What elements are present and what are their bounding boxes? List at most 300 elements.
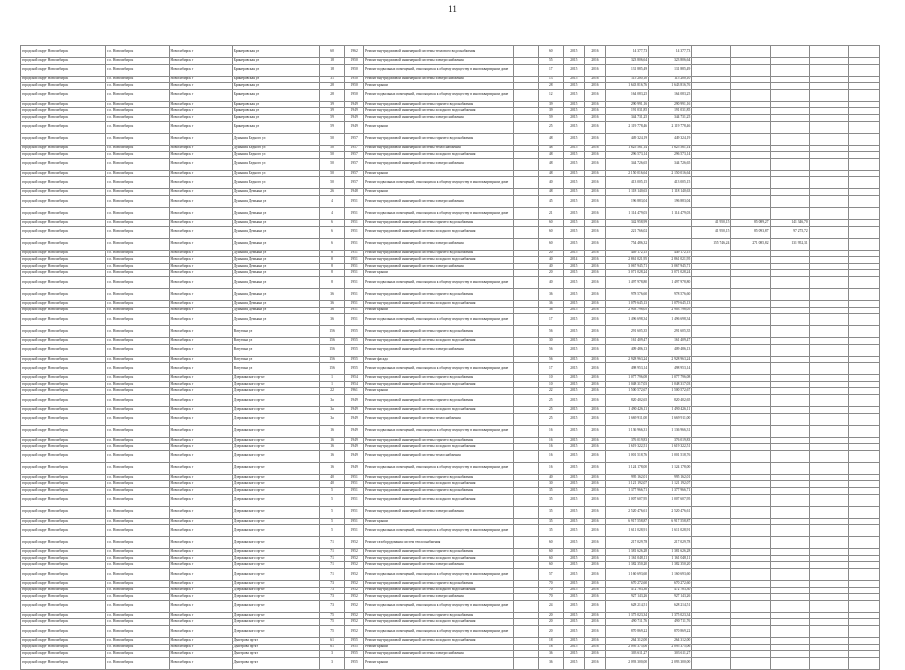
cell-mun: городской округ Новосибирск [21,133,106,145]
cell-city: г.о. Новосибирск [106,300,169,307]
cell-f3 [770,133,809,145]
cell-f4 [809,537,848,549]
cell-house: 28 [320,89,345,101]
cell-mun: городской округ Новосибирск [21,64,106,76]
cell-f1 [692,413,731,425]
cell-start: 2014 [563,257,584,264]
cell-street: Ватутина ул [232,344,319,356]
cell-end: 2016 [584,381,605,388]
cell-f1 [692,506,731,518]
cell-work: Ремонт внутридомовой инженерной системы холодного водоснабжения [364,555,514,562]
cell-f5 [848,121,879,133]
cell-f2 [731,506,770,518]
cell-n: 40 [538,257,563,264]
cell-city: г.о. Новосибирск [106,481,169,488]
cell-mun: городской округ Новосибирск [21,338,106,345]
cell-cost: 670 272,60 [605,581,648,588]
cell-cost2: 161 409,47 [649,338,692,345]
cell-city: г.о. Новосибирск [106,344,169,356]
cell-f2 [731,555,770,562]
cell-n: 35 [538,525,563,537]
cell-house: 36 [320,300,345,307]
cell-end: 2016 [584,170,605,177]
cell-f2 [731,474,770,481]
cell-end: 2016 [584,657,605,669]
cell-f5 [848,307,879,314]
cell-empty [513,562,538,569]
cell-start: 2015 [563,363,584,375]
cell-mun: городской округ Новосибирск [21,314,106,326]
cell-cost: 1 007 607,95 [605,494,648,506]
cell-end: 2016 [584,525,605,537]
cell-house: 16 [320,450,345,462]
cell-f1 [692,594,731,601]
cell-n: 16 [538,425,563,437]
cell-street: Дзержинского пр-кт [232,444,319,451]
cell-f3 [770,375,809,382]
cell-house: 50 [320,170,345,177]
cell-f5 [848,549,879,556]
cell-year: 1949 [345,407,364,414]
cell-f3 [770,625,809,637]
cell-end: 2016 [584,637,605,644]
table-row [21,177,880,189]
cell-street: Дуньшия Демьяна ул [232,288,319,300]
cell-mun: городской округ Новосибирск [21,83,106,90]
cell-f3 [770,518,809,525]
cell-city2: Новосибирск г [169,587,232,594]
cell-n: 12 [538,89,563,101]
cell-end: 2016 [584,395,605,407]
cell-end: 2016 [584,644,605,651]
cell-mun: городской округ Новосибирск [21,152,106,159]
cell-work: Ремонт фасада [364,356,514,363]
cell-f3: 131 952,31 [770,238,809,250]
cell-street: Дуньшия Бедного ул [232,152,319,159]
cell-cost2: 2 095 375,06 [649,644,692,651]
cell-year: 1952 [345,555,364,562]
cell-end: 2016 [584,101,605,108]
cell-empty [513,637,538,644]
cell-empty [513,395,538,407]
cell-mun: городской округ Новосибирск [21,537,106,549]
cell-f1 [692,481,731,488]
cell-start: 2015 [563,158,584,170]
cell-work: Ремонт крыши [364,644,514,651]
cell-house: 156 [320,356,345,363]
cell-f2 [731,481,770,488]
cell-n: 16 [538,437,563,444]
table-row [21,300,880,307]
cell-f1 [692,145,731,152]
cell-f1 [692,425,731,437]
cell-cost2: 1 611 028,91 [649,525,692,537]
cell-f5 [848,219,879,226]
cell-year: 1949 [345,114,364,121]
cell-f1 [692,644,731,651]
cell-start: 2015 [563,238,584,250]
cell-f2 [731,189,770,196]
cell-n: 28 [538,83,563,90]
cell-f3 [770,46,809,58]
cell-mun: городской округ Новосибирск [21,238,106,250]
cell-start: 2015 [563,219,584,226]
cell-city2: Новосибирск г [169,555,232,562]
cell-work: Ремонт подвальных помещений, относящихся к общему имуществу в многоквартирном доме [364,425,514,437]
cell-f1 [692,177,731,189]
cell-f4 [809,121,848,133]
cell-f4 [809,549,848,556]
cell-house: 5 [320,494,345,506]
cell-city: г.о. Новосибирск [106,569,169,581]
cell-f5 [848,462,879,474]
cell-f2 [731,250,770,257]
cell-start: 2015 [563,326,584,338]
table-row [21,437,880,444]
cell-city2: Новосибирск г [169,300,232,307]
cell-f2 [731,133,770,145]
cell-year: 1951 [345,307,364,314]
cell-house: 39 [320,101,345,108]
cell-year: 1949 [345,450,364,462]
cell-city: г.о. Новосибирск [106,525,169,537]
cell-f1 [692,189,731,196]
cell-work: Ремонт подвальных помещений, относящихся к общему имуществу в многоквартирном доме [364,625,514,637]
cell-f3 [770,395,809,407]
cell-year: 1952 [345,625,364,637]
cell-f4 [809,381,848,388]
cell-street: Дзержинского пр-кт [232,437,319,444]
cell-start: 2015 [563,594,584,601]
cell-start: 2015 [563,587,584,594]
cell-house: 6 [320,219,345,226]
cell-n: 48 [538,152,563,159]
cell-n: 60 [538,46,563,58]
cell-f4 [809,226,848,238]
cell-f5 [848,444,879,451]
cell-work: Ремонт внутридомовой инженерной системы электроснабжения [364,562,514,569]
cell-mun: городской округ Новосибирск [21,58,106,65]
cell-empty [513,587,538,594]
cell-city2: Новосибирск г [169,494,232,506]
cell-cost2: 1 382 350,20 [649,562,692,569]
table-row [21,644,880,651]
cell-empty [513,506,538,518]
cell-mun: городской округ Новосибирск [21,619,106,626]
cell-work: Ремонт крыши [364,189,514,196]
cell-f5 [848,474,879,481]
cell-house: 36 [320,307,345,314]
cell-f1 [692,637,731,644]
cell-city2: Новосибирск г [169,219,232,226]
cell-f2 [731,270,770,277]
table-row [21,58,880,65]
cell-f4 [809,525,848,537]
cell-year: 1961 [345,388,364,395]
cell-start: 2015 [563,170,584,177]
cell-start: 2015 [563,619,584,626]
table-row [21,238,880,250]
cell-cost: 1 381 626,28 [605,549,648,556]
cell-f2 [731,637,770,644]
cell-house: 26 [320,189,345,196]
cell-f1 [692,525,731,537]
cell-f4 [809,363,848,375]
cell-city2: Новосибирск г [169,413,232,425]
cell-f4 [809,288,848,300]
cell-f3 [770,288,809,300]
cell-end: 2016 [584,407,605,414]
cell-city2: Новосибирск г [169,101,232,108]
cell-mun: городской округ Новосибирск [21,581,106,588]
cell-year: 1948 [345,189,364,196]
cell-cost: 409 486,13 [605,344,648,356]
table-row [21,270,880,277]
cell-end: 2016 [584,569,605,581]
cell-empty [513,263,538,270]
cell-f4 [809,177,848,189]
cell-city: г.о. Новосибирск [106,257,169,264]
cell-cost2: 498 953,14 [649,363,692,375]
cell-f5 [848,64,879,76]
cell-f5 [848,83,879,90]
cell-f4 [809,506,848,518]
cell-start: 2015 [563,474,584,481]
table-row [21,388,880,395]
cell-empty [513,444,538,451]
cell-f3 [770,619,809,626]
cell-f1 [692,388,731,395]
cell-city: г.о. Новосибирск [106,288,169,300]
cell-year: 1949 [345,108,364,115]
cell-street: Дуньшия Демьяна ул [232,226,319,238]
cell-end: 2016 [584,494,605,506]
cell-f1 [692,537,731,549]
cell-work: Ремонт внутридомовой инженерной системы горячего водоснабжения [364,395,514,407]
cell-f3 [770,525,809,537]
cell-f1 [692,338,731,345]
cell-f4 [809,444,848,451]
cell-work: Ремонт подвальных помещений, относящихся к общему имуществу в многоквартирном доме [364,64,514,76]
cell-f5 [848,506,879,518]
cell-start: 2015 [563,177,584,189]
cell-end: 2016 [584,549,605,556]
table-row [21,619,880,626]
cell-f2 [731,413,770,425]
cell-cost2: 1 007 607,95 [649,494,692,506]
cell-house: 59 [320,121,345,133]
cell-f5 [848,76,879,83]
cell-cost2: 323 806,64 [649,58,692,65]
cell-f4 [809,307,848,314]
cell-cost2: 1 490 426,11 [649,407,692,414]
cell-start: 2015 [563,101,584,108]
cell-cost: 2 150 016,64 [605,170,648,177]
cell-year: 1951 [345,488,364,495]
cell-f2 [731,425,770,437]
table-row [21,395,880,407]
cell-empty [513,238,538,250]
cell-work: Ремонт внутридомовой инженерной системы горячего водоснабжения [364,375,514,382]
cell-year: 1951 [345,506,364,518]
cell-f3 [770,537,809,549]
cell-work: Ремонт подвальных помещений, относящихся к общему имуществу в многоквартирном доме [364,462,514,474]
cell-n: 25 [538,413,563,425]
cell-start: 2015 [563,314,584,326]
cell-f4 [809,356,848,363]
cell-street: Дзержинского пр-кт [232,555,319,562]
cell-start: 2015 [563,108,584,115]
cell-house: 8 [320,276,345,288]
table-row [21,581,880,588]
cell-start: 2015 [563,344,584,356]
cell-f2: 85 089,27 [731,219,770,226]
cell-f5 [848,250,879,257]
cell-cost2: 3 067 945,71 [649,263,692,270]
cell-n: 16 [538,444,563,451]
cell-end: 2016 [584,474,605,481]
cell-city: г.о. Новосибирск [106,518,169,525]
cell-house: 40 [320,474,345,481]
cell-city: г.о. Новосибирск [106,375,169,382]
cell-f5 [848,481,879,488]
cell-empty [513,226,538,238]
cell-work: Ремонт внутридомовой инженерной системы горячего водоснабжения [364,581,514,588]
cell-f5 [848,651,879,658]
cell-work: Ремонт внутридомовой инженерной системы холодного водоснабжения [364,300,514,307]
cell-start: 2015 [563,644,584,651]
cell-start: 2015 [563,207,584,219]
cell-n: 48 [538,158,563,170]
cell-year: 1952 [345,619,364,626]
cell-f3 [770,270,809,277]
cell-city2: Новосибирск г [169,525,232,537]
cell-start: 2015 [563,76,584,83]
cell-street: Дзержинского пр-кт [232,506,319,518]
cell-mun: городской округ Новосибирск [21,46,106,58]
cell-f4 [809,152,848,159]
cell-empty [513,314,538,326]
cell-n: 48 [538,145,563,152]
cell-cost: 2 928 963,24 [605,356,648,363]
cell-city: г.о. Новосибирск [106,108,169,115]
cell-f3 [770,314,809,326]
cell-f4 [809,300,848,307]
cell-empty [513,101,538,108]
cell-mun: городской округ Новосибирск [21,600,106,612]
cell-street: Дуньшия Бедного ул [232,177,319,189]
cell-f2 [731,207,770,219]
cell-start: 2015 [563,338,584,345]
cell-f4 [809,338,848,345]
cell-cost2: 164 083,25 [649,89,692,101]
cell-f4 [809,474,848,481]
cell-street: Дзержинского пр-кт [232,407,319,414]
cell-end: 2016 [584,425,605,437]
table-row [21,537,880,549]
cell-f4 [809,250,848,257]
cell-start: 2015 [563,625,584,637]
cell-empty [513,58,538,65]
cell-work: Ремонт внутридомовой инженерной системы холодного водоснабжения [364,226,514,238]
cell-work: Ремонт внутридомовой инженерной системы горячего водоснабжения [364,288,514,300]
cell-empty [513,549,538,556]
cell-city2: Новосибирск г [169,250,232,257]
cell-f4 [809,594,848,601]
cell-year: 1957 [345,158,364,170]
cell-f3 [770,437,809,444]
cell-city: г.о. Новосибирск [106,462,169,474]
cell-year: 1950 [345,64,364,76]
cell-city2: Новосибирск г [169,437,232,444]
cell-end: 2016 [584,363,605,375]
cell-mun: городской округ Новосибирск [21,207,106,219]
cell-f3 [770,83,809,90]
cell-empty [513,338,538,345]
cell-city2: Новосибирск г [169,381,232,388]
cell-end: 2016 [584,288,605,300]
cell-f2 [731,569,770,581]
cell-empty [513,450,538,462]
cell-work: Ремонт внутридомовой инженерной системы горячего водоснабжения [364,133,514,145]
cell-cost: 161 409,47 [605,338,648,345]
cell-city2: Новосибирск г [169,83,232,90]
cell-city2: Новосибирск г [169,657,232,669]
cell-city: г.о. Новосибирск [106,555,169,562]
cell-n: 10 [538,375,563,382]
cell-empty [513,600,538,612]
table-row [21,152,880,159]
cell-f4 [809,644,848,651]
cell-f4 [809,219,848,226]
cell-cost2: 1 001 518,76 [649,450,692,462]
cell-f1 [692,494,731,506]
cell-cost: 1 625 561,14 [605,145,648,152]
cell-house: 16 [320,437,345,444]
cell-street: Дзержинского пр-кт [232,494,319,506]
cell-cost: 1 611 028,91 [605,525,648,537]
cell-cost: 498 953,14 [605,363,648,375]
cell-cost2: 1 124 178,00 [649,462,692,474]
cell-f1 [692,133,731,145]
cell-f4 [809,263,848,270]
cell-city2: Новосибирск г [169,170,232,177]
cell-n: 24 [538,600,563,612]
cell-f3 [770,363,809,375]
cell-f5 [848,300,879,307]
cell-empty [513,83,538,90]
cell-city: г.о. Новосибирск [106,177,169,189]
cell-cost2: 296 573,14 [649,152,692,159]
cell-start: 2015 [563,612,584,619]
cell-f1 [692,250,731,257]
cell-cost: 323 806,64 [605,58,648,65]
cell-f4 [809,569,848,581]
cell-mun: городской округ Новосибирск [21,257,106,264]
cell-work: Ремонт подвальных помещений, относящихся к общему имуществу в многоквартирном доме [364,89,514,101]
cell-f5 [848,326,879,338]
cell-start: 2015 [563,288,584,300]
cell-house: 61 [320,644,345,651]
cell-f5 [848,569,879,581]
cell-city: г.о. Новосибирск [106,474,169,481]
cell-f3: 141 346,70 [770,219,809,226]
cell-mun: городской округ Новосибирск [21,425,106,437]
cell-f4 [809,413,848,425]
cell-f3 [770,58,809,65]
table-row [21,158,880,170]
cell-end: 2016 [584,651,605,658]
